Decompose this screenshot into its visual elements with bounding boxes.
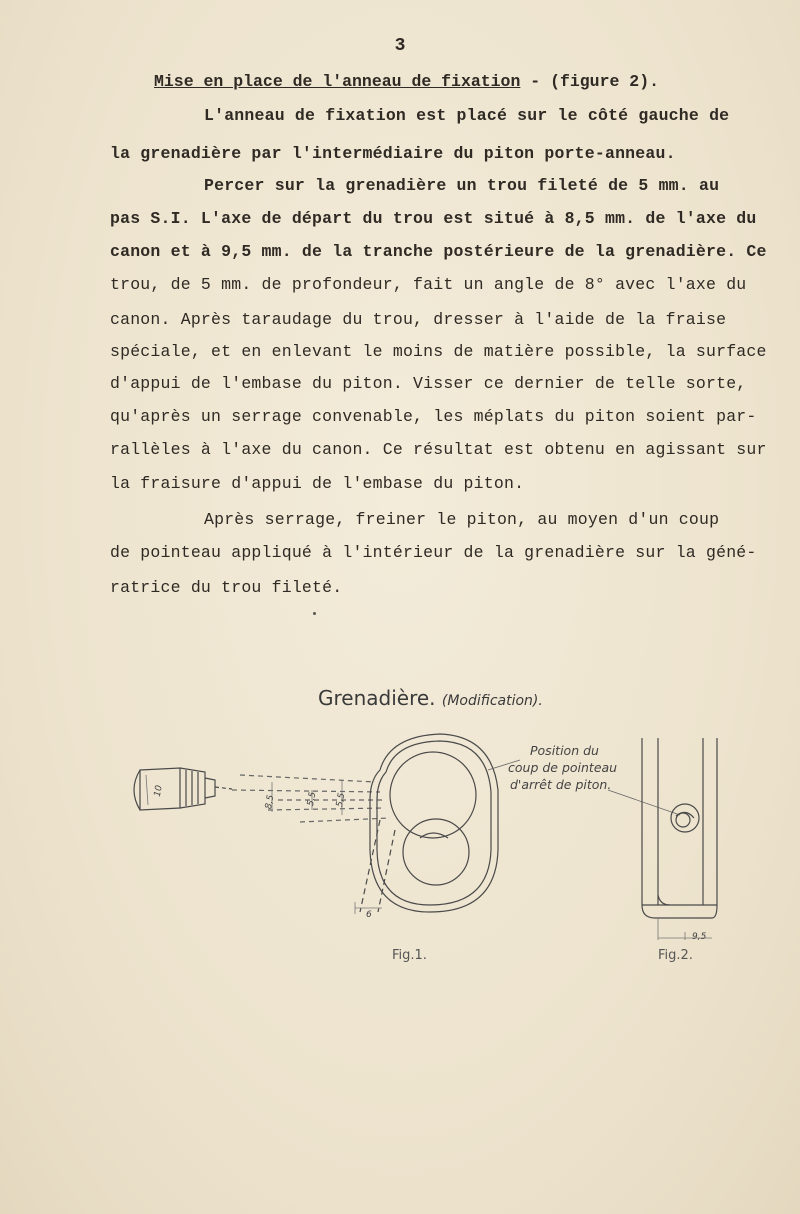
callout-line-3: d'arrêt de piton.: [510, 777, 612, 792]
paragraph-2-line-3: canon et à 9,5 mm. de la tranche postérieure de la grenadière. Ce: [110, 242, 767, 261]
paragraph-2-line-7: d'appui de l'embase du piton. Visser ce dernier de telle sorte,: [110, 374, 747, 393]
figure-1-caption: Fig.1.: [392, 948, 427, 963]
paragraph-3-line-2: de pointeau appliqué à l'intérieur de la grenadière sur la géné-: [110, 543, 757, 562]
page-number: 3: [394, 36, 406, 56]
grenadiere-side-view: [642, 738, 717, 940]
paragraph-2-line-4: trou, de 5 mm. de profondeur, fait un angle de 8° avec l'axe du: [110, 275, 747, 294]
section-heading-figure-ref: - (figure 2).: [520, 72, 659, 91]
dimension-label-6: 9,5: [692, 932, 707, 942]
section-heading-title: Mise en place de l'anneau de fixation: [154, 72, 521, 91]
paragraph-2-line-8: qu'après un serrage convenable, les méplats du piton soient par-: [110, 407, 757, 426]
callout-line-2: coup de pointeau: [508, 760, 618, 775]
dimension-label-3: 5,5: [305, 791, 319, 807]
figure-title-main: Grenadière.: [318, 686, 436, 710]
callout-leader-2: [608, 790, 680, 815]
paragraph-2-line-6: spéciale, et en enlevant le moins de matière possible, la surface: [110, 342, 767, 361]
dimension-label-2: 8,5: [263, 794, 277, 810]
paragraph-2-line-10: la fraisure d'appui de l'embase du piton.: [110, 474, 525, 493]
paragraph-2-line-2: pas S.I. L'axe de départ du trou est situé à 8,5 mm. de l'axe du: [110, 209, 757, 228]
figure-2-caption: Fig.2.: [658, 948, 693, 963]
grenadiere-section: [360, 734, 498, 912]
piton-part: [134, 768, 232, 810]
paragraph-2-line-5: canon. Après taraudage du trou, dresser à l'aide de la fraise: [110, 310, 727, 329]
paragraph-2-line-1: Percer sur la grenadière un trou fileté de 5 mm. au: [204, 176, 720, 195]
paragraph-3-line-3: ratrice du trou fileté.: [110, 578, 343, 597]
callout-line-1: Position du: [530, 743, 599, 758]
figure-title-subtitle: (Modification).: [441, 693, 543, 709]
paragraph-1-line-2: la grenadière par l'intermédiaire du piton porte-anneau.: [110, 144, 676, 163]
dimension-label-5: 6: [366, 910, 372, 920]
paragraph-3-line-1: Après serrage, freiner le piton, au moyen d'un coup: [204, 510, 720, 529]
paragraph-2-line-9: rallèles à l'axe du canon. Ce résultat est obtenu en agissant sur: [110, 440, 767, 459]
dimension-label-4: 5,5: [334, 792, 348, 808]
dimension-label-1: 10: [152, 784, 165, 798]
paragraph-1-line-1: L'anneau de fixation est placé sur le côté gauche de: [204, 106, 730, 125]
